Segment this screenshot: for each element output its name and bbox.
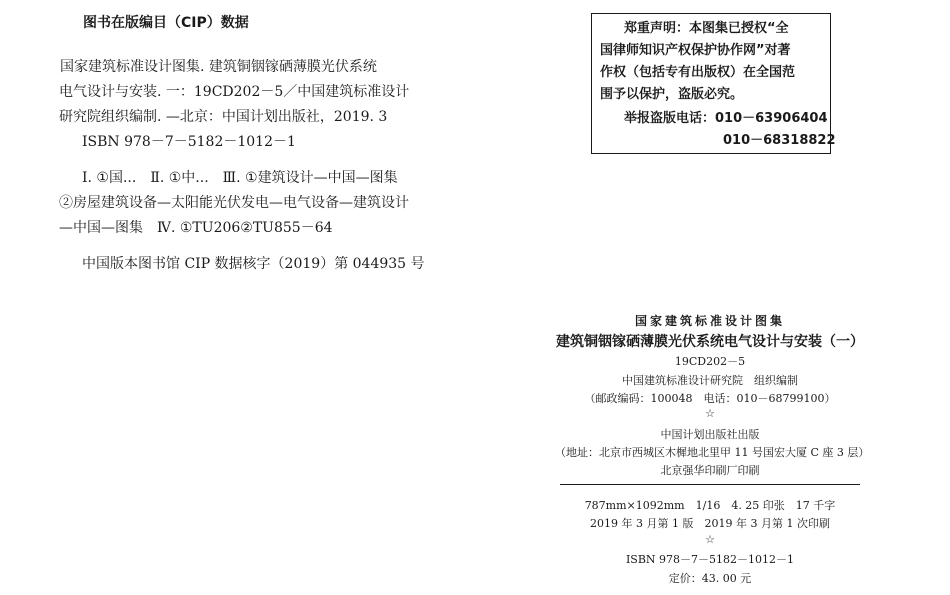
imprint-edition: 2019 年 3 月第 1 版 2019 年 3 月第 1 次印刷 <box>590 517 830 530</box>
notice-line-3: 作权（包括专有出版权）在全国范 <box>600 65 796 80</box>
imprint-publisher: 中国计划出版社出版 <box>660 428 760 441</box>
imprint-divider <box>560 484 860 485</box>
imprint-compiler-contact: （邮政编码：100048 电话：010－68799100） <box>584 392 836 405</box>
cip-classification-line-2: ②房屋建筑设备—太阳能光伏发电—电气设备—建筑设计 <box>59 195 409 211</box>
notice-phone-2: 010－68318822 <box>723 133 836 148</box>
imprint-title: 建筑铜铟镓硒薄膜光伏系统电气设计与安装（一） <box>556 334 864 350</box>
notice-phone-line: 举报盗版电话：010－63906404 <box>624 111 828 126</box>
notice-line-4: 围予以保护，盗版必究。 <box>600 87 744 102</box>
cip-line-3: 研究院组织编制. —北京：中国计划出版社，2019. 3 <box>59 109 388 125</box>
imprint-compiler: 中国建筑标准设计研究院 组织编制 <box>622 374 798 387</box>
cip-isbn-line: ISBN 978－7－5182－1012－1 <box>82 134 296 150</box>
notice-line-2: 国律师知识产权保护协作网”对著 <box>600 43 791 58</box>
notice-line-1: 郑重声明：本图集已授权“全 <box>624 21 789 36</box>
imprint-price: 定价：43. 00 元 <box>668 572 752 585</box>
star-icon: ☆ <box>705 533 715 546</box>
cip-line-2: 电气设计与安装. 一：19CD202－5／中国建筑标准设计 <box>59 84 410 100</box>
cip-title: 图书在版编目（CIP）数据 <box>83 15 249 31</box>
imprint-format: 787mm×1092mm 1/16 4. 25 印张 17 千字 <box>584 499 836 512</box>
cip-line-1: 国家建筑标准设计图集. 建筑铜铟镓硒薄膜光伏系统 <box>60 59 377 75</box>
star-icon: ☆ <box>705 407 715 420</box>
imprint-isbn: ISBN 978－7－5182－1012－1 <box>625 553 795 566</box>
imprint-code: 19CD202－5 <box>674 355 746 368</box>
cip-classification-line-3: —中国—图集 Ⅳ. ①TU206②TU855－64 <box>59 220 333 236</box>
cip-classification-line-1: Ⅰ. ①国... Ⅱ. ①中... Ⅲ. ①建筑设计—中国—图集 <box>82 170 398 186</box>
imprint-series: 国家建筑标准设计图集 <box>634 314 785 328</box>
cip-verification-number: 中国版本图书馆 CIP 数据核字（2019）第 044935 号 <box>82 256 425 272</box>
imprint-printer: 北京强华印刷厂印刷 <box>660 464 760 477</box>
anti-piracy-notice <box>591 13 836 154</box>
imprint-publisher-address: （地址：北京市西城区木樨地北里甲 11 号国宏大厦 C 座 3 层） <box>555 446 870 459</box>
